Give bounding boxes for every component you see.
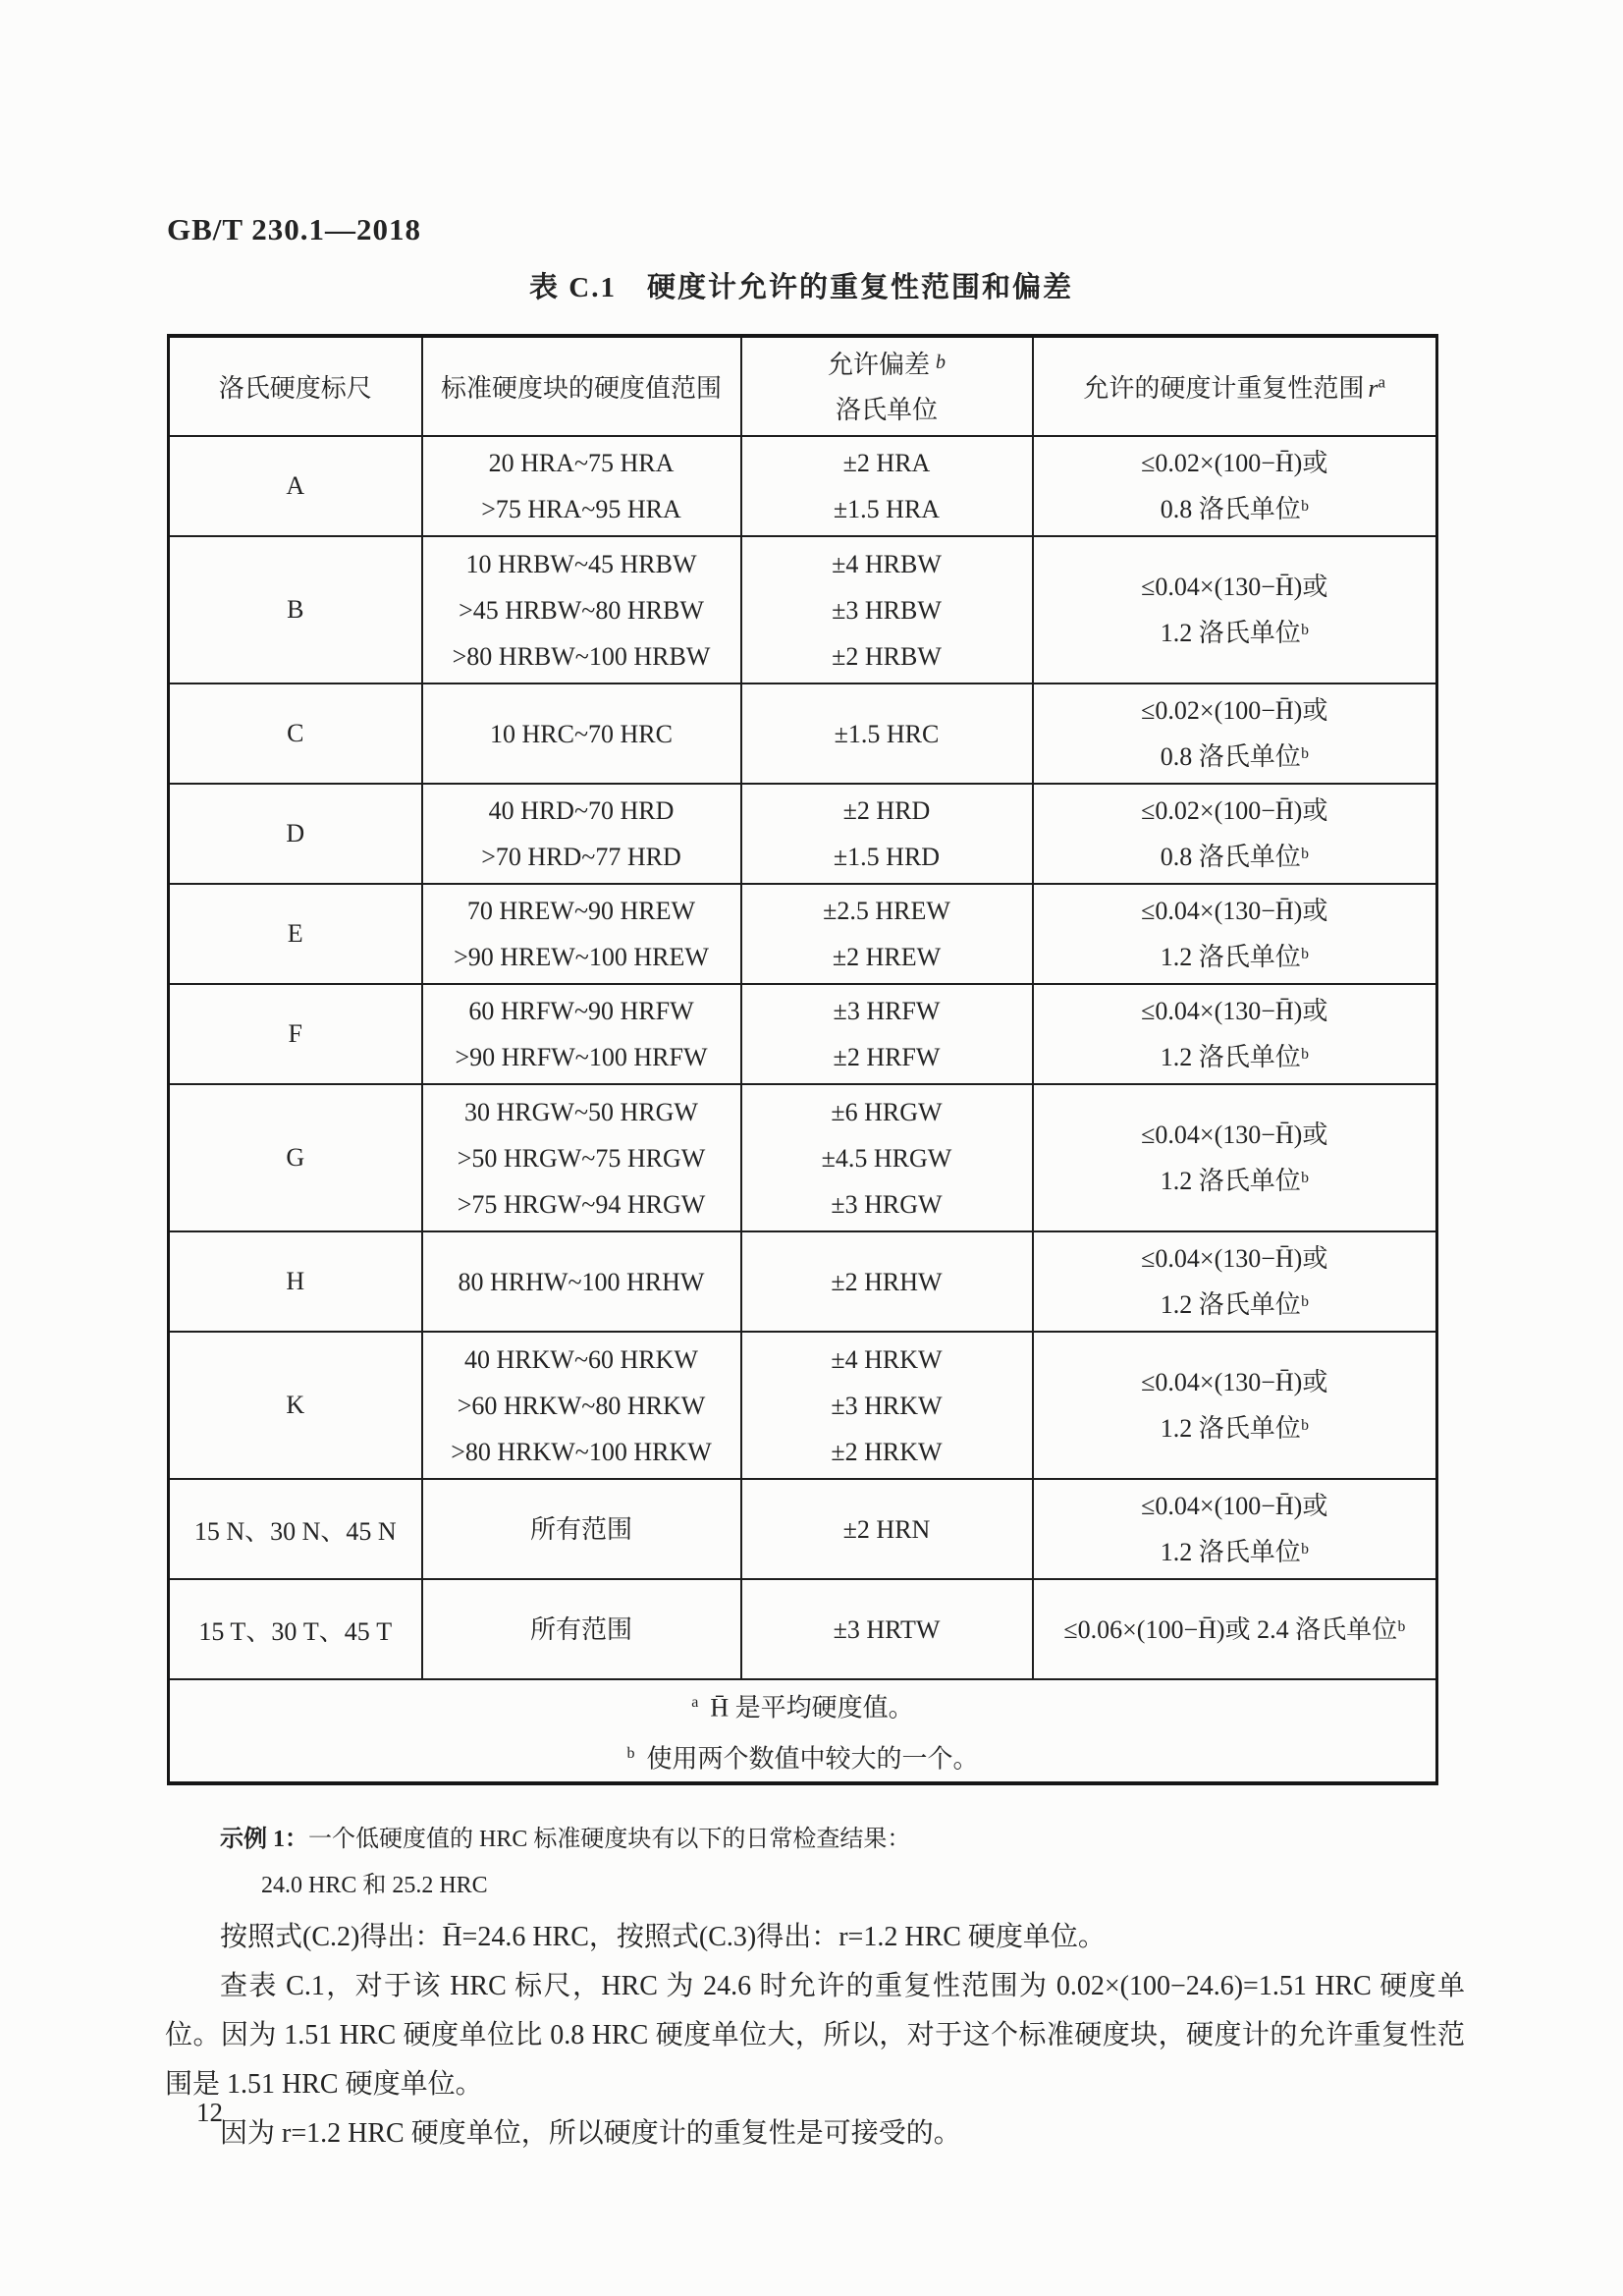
header-repeatability-text: 允许的硬度计重复性范围 [1083, 374, 1365, 403]
header-cell-deviation [741, 336, 1033, 436]
cell-line: >80 HRBW~100 HRBW [452, 641, 711, 671]
repeatability-cell [1033, 984, 1437, 1084]
range-cell [422, 683, 741, 784]
scale-cell: F [169, 984, 422, 1084]
repeatability-cell [1033, 784, 1437, 884]
footnote-a [170, 1680, 1435, 1731]
cell-line: 20 HRA~75 HRA [488, 449, 675, 477]
cell-line: 60 HRFW~90 HRFW [468, 997, 694, 1025]
table-body [169, 436, 1437, 1679]
cell-line: 所有范围 [529, 1614, 632, 1644]
example-label: 示例 1： [220, 1827, 308, 1852]
cell-line: 80 HRHW~100 HRHW [458, 1267, 705, 1296]
cell-line: 1.2 洛氏单位ᵇ [1160, 619, 1309, 647]
cell-line: 1.2 洛氏单位ᵇ [1160, 1290, 1309, 1319]
cell-line: 40 HRD~70 HRD [488, 796, 675, 825]
cell-line: 1.2 洛氏单位ᵇ [1160, 1167, 1309, 1195]
cell-line: ±1.5 HRA [833, 495, 941, 523]
deviation-cell [741, 536, 1033, 683]
footnote-marker: a [691, 1694, 699, 1711]
cell-line: ≤0.04×(130−H̄)或 [1141, 897, 1328, 925]
example-heading [165, 1819, 1465, 1853]
variable-r: r [1368, 374, 1379, 403]
table-row [169, 884, 1437, 984]
deviation-cell [741, 1579, 1033, 1679]
cell-line: >70 HRD~77 HRD [481, 843, 681, 871]
scale-cell: C [169, 683, 422, 784]
page-number: 12 [196, 2098, 223, 2127]
deviation-cell [741, 884, 1033, 984]
table-foot [169, 1679, 1437, 1783]
cell-line: 0.8 洛氏单位ᵇ [1160, 495, 1309, 523]
range-cell [422, 536, 741, 683]
example-result-line: 24.0 HRC 和 25.2 HRC [261, 1873, 488, 1898]
table-row [169, 1479, 1437, 1579]
cell-line: ±4 HRKW [831, 1344, 943, 1374]
cell-line: ±2 HRFW [833, 1043, 941, 1071]
cell-line: ≤0.04×(130−H̄)或 [1141, 573, 1328, 601]
range-cell [422, 784, 741, 884]
header-deviation-line1 [742, 340, 1032, 388]
scale-cell: A [169, 436, 422, 536]
table-row [169, 1084, 1437, 1231]
range-cell [422, 984, 741, 1084]
cell-line: ≤0.02×(100−H̄)或 [1141, 449, 1328, 477]
repeatability-cell [1033, 1479, 1437, 1579]
cell-line: >80 HRKW~100 HRKW [451, 1437, 712, 1466]
cell-line: ±3 HRGW [831, 1189, 943, 1219]
cell-line: 所有范围 [529, 1514, 632, 1544]
table-row [169, 1579, 1437, 1679]
scale-cell: K [169, 1332, 422, 1479]
footnote-b [170, 1731, 1435, 1782]
scale-cell: 15 T、30 T、45 T [169, 1579, 422, 1679]
cell-line: ±3 HRFW [833, 997, 941, 1025]
footnote-text: H̄ 是平均硬度值。 [710, 1693, 914, 1722]
repeatability-cell [1033, 1332, 1437, 1479]
example-paragraph-2: 查表 C.1，对于该 HRC 标尺，HRC 为 24.6 时允许的重复性范围为 0.02×(100−24.6)=1.51 HRC 硬度单位。因为 1.51 HRC 硬度单位比 0.8 HRC 硬度单位大，所以，对于这个标准硬度块，硬度计的允许重复性范围是 1.51 HRC 硬度单位。 [165, 1971, 1465, 2100]
footnote-text: 使用两个数值中较大的一个。 [646, 1744, 979, 1774]
cell-line: >90 HRFW~100 HRFW [455, 1043, 708, 1071]
table-row [169, 683, 1437, 784]
cell-line: ±2 HRHW [831, 1267, 943, 1296]
cell-line: ±3 HRBW [832, 595, 942, 625]
cell-line: 70 HREW~90 HREW [466, 897, 696, 925]
cell-line: 1.2 洛氏单位ᵇ [1160, 1043, 1309, 1071]
cell-line: ±2 HRN [842, 1514, 931, 1544]
cell-line: >75 HRA~95 HRA [481, 495, 681, 523]
cell-line: >75 HRGW~94 HRGW [457, 1189, 706, 1219]
cell-line: ±3 HRTW [833, 1614, 941, 1644]
cell-line: ≤0.06×(100−H̄)或 2.4 洛氏单位ᵇ [1063, 1614, 1406, 1644]
header-deviation-text: 允许偏差 [827, 351, 930, 379]
example-paragraph-3: 因为 r=1.2 HRC 硬度单位，所以硬度计的重复性是可接受的。 [220, 2118, 961, 2149]
table-row [169, 1231, 1437, 1332]
scale-cell: G [169, 1084, 422, 1231]
table-row [169, 1332, 1437, 1479]
deviation-cell [741, 1332, 1033, 1479]
deviation-cell [741, 784, 1033, 884]
cell-line: ±4 HRBW [832, 549, 942, 578]
cell-line: 1.2 洛氏单位ᵇ [1160, 1538, 1309, 1566]
repeatability-cell [1033, 884, 1437, 984]
cell-line: 10 HRC~70 HRC [490, 719, 673, 748]
table-row [169, 436, 1437, 536]
footnote-ref-b: b [936, 352, 946, 373]
example-heading-text: 一个低硬度值的 HRC 标准硬度块有以下的日常检查结果： [308, 1827, 911, 1852]
range-cell [422, 436, 741, 536]
range-cell [422, 1579, 741, 1679]
footnote-row [169, 1679, 1437, 1783]
repeatability-cell [1033, 536, 1437, 683]
cell-line: 0.8 洛氏单位ᵇ [1160, 742, 1309, 771]
cell-line: ≤0.04×(130−H̄)或 [1141, 1244, 1328, 1273]
range-cell [422, 1231, 741, 1332]
table-row [169, 784, 1437, 884]
cell-line: 40 HRKW~60 HRKW [464, 1344, 698, 1374]
cell-line: ≤0.02×(100−H̄)或 [1141, 796, 1328, 825]
header-row [169, 336, 1437, 436]
repeatability-cell [1033, 1084, 1437, 1231]
repeatability-cell [1033, 436, 1437, 536]
range-cell [422, 1084, 741, 1231]
standard-number: GB/T 230.1—2018 [167, 212, 422, 246]
cell-line: ±4.5 HRGW [821, 1143, 952, 1173]
deviation-cell [741, 1084, 1033, 1231]
cell-line: >45 HRBW~80 HRBW [459, 595, 704, 625]
cell-line: ≤0.04×(130−H̄)或 [1141, 1368, 1328, 1396]
cell-line: ±6 HRGW [831, 1097, 943, 1126]
cell-line: >50 HRGW~75 HRGW [457, 1143, 706, 1173]
repeatability-table [167, 334, 1438, 1785]
cell-line: 30 HRGW~50 HRGW [464, 1097, 698, 1126]
cell-line: ±2 HRKW [831, 1437, 943, 1466]
cell-line: ±1.5 HRC [834, 719, 940, 748]
scale-cell: D [169, 784, 422, 884]
cell-line: 1.2 洛氏单位ᵇ [1160, 1414, 1309, 1443]
cell-line: ≤0.02×(100−H̄)或 [1141, 696, 1328, 725]
header-cell-repeatability [1033, 336, 1437, 436]
footnote-marker: b [626, 1744, 635, 1762]
cell-line: 10 HRBW~45 HRBW [465, 549, 697, 578]
repeatability-cell [1033, 683, 1437, 784]
header-deviation-line2: 洛氏单位 [835, 396, 938, 424]
cell-line: ≤0.04×(130−H̄)或 [1141, 997, 1328, 1025]
cell-line: 0.8 洛氏单位ᵇ [1160, 843, 1309, 871]
cell-line: ≤0.04×(100−H̄)或 [1141, 1492, 1328, 1520]
header-cell-scale: 洛氏硬度标尺 [169, 336, 422, 436]
footnote-ref-a: a [1378, 372, 1386, 392]
range-cell [422, 1332, 741, 1479]
cell-line: ±1.5 HRD [833, 843, 941, 871]
cell-line: >60 HRKW~80 HRKW [457, 1391, 706, 1420]
scale-cell: H [169, 1231, 422, 1332]
scale-cell: B [169, 536, 422, 683]
deviation-cell [741, 1479, 1033, 1579]
repeatability-cell [1033, 1231, 1437, 1332]
range-cell [422, 1479, 741, 1579]
cell-line: ±3 HRKW [831, 1391, 943, 1420]
cell-line: ±2 HREW [832, 943, 942, 971]
example-block [165, 1819, 1465, 2159]
cell-line: ±2 HRA [842, 449, 931, 477]
deviation-cell [741, 683, 1033, 784]
footnote-cell [169, 1679, 1437, 1783]
cell-line: ±2.5 HREW [823, 897, 950, 925]
deviation-cell [741, 984, 1033, 1084]
table-title: 表 C.1 硬度计允许的重复性范围和偏差 [529, 272, 1073, 303]
table-row [169, 536, 1437, 683]
scale-cell: 15 N、30 N、45 N [169, 1479, 422, 1579]
cell-line: ±2 HRBW [832, 641, 942, 671]
cell-line: ≤0.04×(130−H̄)或 [1141, 1121, 1328, 1149]
repeatability-cell [1033, 1579, 1437, 1679]
range-cell [422, 884, 741, 984]
header-cell-range: 标准硬度块的硬度值范围 [422, 336, 741, 436]
cell-line: 1.2 洛氏单位ᵇ [1160, 943, 1309, 971]
cell-line: >90 HREW~100 HREW [454, 943, 709, 971]
example-paragraph-1: 按照式(C.2)得出：H̄=24.6 HRC，按照式(C.3)得出：r=1.2 HRC 硬度单位。 [220, 1922, 1106, 1952]
scale-cell: E [169, 884, 422, 984]
deviation-cell [741, 1231, 1033, 1332]
deviation-cell [741, 436, 1033, 536]
table-row [169, 984, 1437, 1084]
cell-line: ±2 HRD [842, 796, 931, 825]
